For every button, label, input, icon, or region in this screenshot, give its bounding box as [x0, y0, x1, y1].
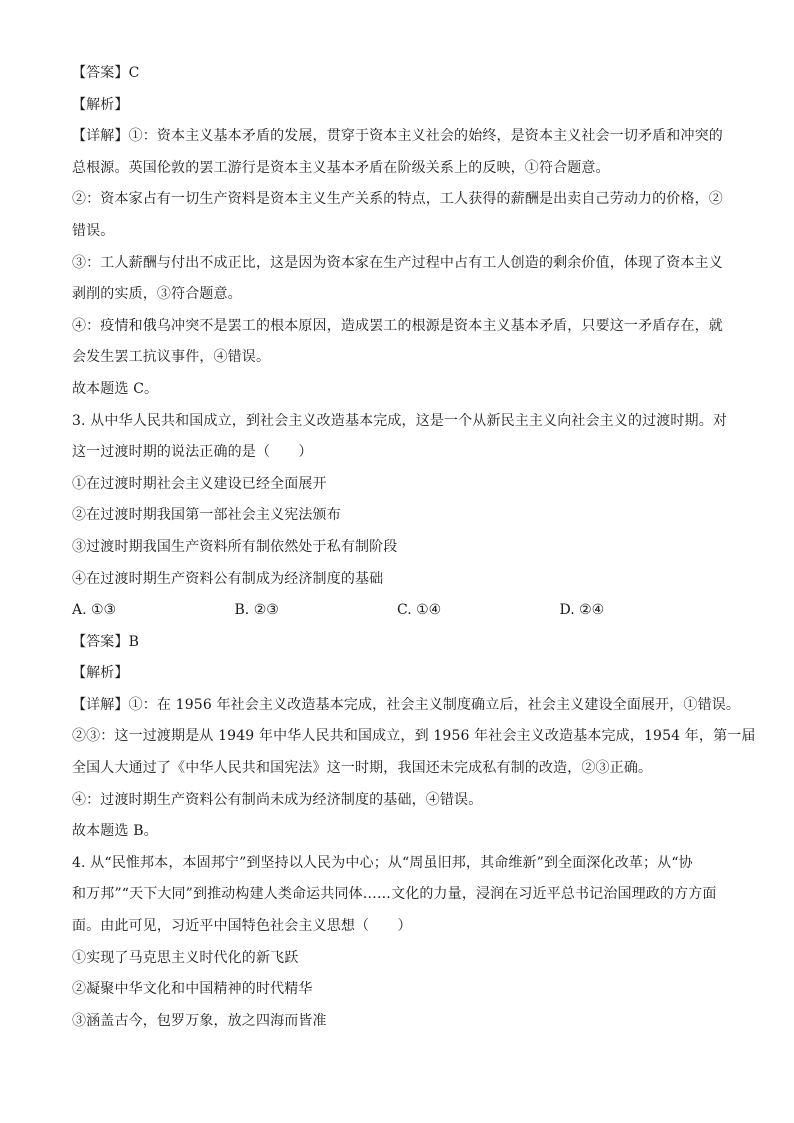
detail-text: ①：在 1956 年社会主义改造基本完成，社会主义制度确立后，社会主义建设全面展开，①错误。: [128, 696, 741, 713]
q4-statement: ①实现了马克思主义时代化的新飞跃: [72, 949, 299, 966]
q4-statement: ③涵盖古今，包罗万象，放之四海而皆准: [72, 1012, 327, 1029]
q3-statement: ④在过渡时期生产资料公有制成为经济制度的基础: [72, 570, 384, 587]
q3-answer: [72, 632, 722, 652]
detail-tag: 【详解】: [72, 128, 129, 145]
q3-options: [72, 600, 722, 620]
q4-stem-line: 面。由此可见，习近平中国特色社会主义思想（ ）: [72, 918, 412, 935]
q2-detail-line: ④：疫情和俄乌冲突不是罢工的根本原因，造成罢工的根源是资本主义基本矛盾，只要这一矛盾存在，就: [72, 317, 723, 334]
answer-tag: 【答案】: [72, 65, 129, 81]
q2-detail-line: ③：工人薪酬与付出不成正比，这是因为资本家在生产过程中占有工人创造的剩余价值，体现了资本主义: [72, 254, 723, 271]
q4-stem-line: 4. 从“民惟邦本，本固邦宁”到坚持以人民为中心；从“周虽旧邦，其命维新”到全面深化改革；从“协: [72, 854, 693, 871]
answer-value: C: [128, 65, 140, 81]
q2-conclusion: 故本题选 C。: [72, 380, 159, 397]
detail-tag: 【详解】: [72, 696, 129, 713]
q3-stem-line: 这一过渡时期的说法正确的是（ ）: [72, 444, 313, 461]
q2-answer: [72, 63, 722, 83]
q2-analysis-tag: 【解析】: [72, 96, 129, 113]
q2-detail-line: [72, 126, 722, 146]
answer-value: B: [128, 633, 140, 650]
q2-detail-line: 会发生罢工抗议事件，④错误。: [72, 349, 271, 366]
option-b: B. ②③: [234, 602, 279, 619]
q3-statement: ②在过渡时期我国第一部社会主义宪法颁布: [72, 507, 341, 524]
q3-detail-line: [72, 695, 741, 715]
q2-detail-line: ②：资本家占有一切生产资料是资本主义生产关系的特点，工人获得的薪酬是出卖自己劳动力的价格，②: [72, 191, 723, 208]
q3-conclusion: 故本题选 B。: [72, 823, 158, 840]
q2-detail-line: 剥削的实质，③符合题意。: [72, 286, 242, 303]
q3-detail-line: ②③：这一过渡期是从 1949 年中华人民共和国成立，到 1956 年社会主义改造基本完成，1954 年，第一届: [72, 728, 756, 745]
q2-detail-line: 总根源。英国伦敦的罢工游行是资本主义基本矛盾在阶级关系上的反映，①符合题意。: [72, 159, 610, 176]
answer-tag: 【答案】: [72, 633, 129, 650]
detail-text: ①：资本主义基本矛盾的发展，贯穿于资本主义社会的始终，是资本主义社会一切矛盾和冲突的: [128, 128, 723, 145]
q3-statement: ①在过渡时期社会主义建设已经全面展开: [72, 475, 327, 492]
q4-statement: ②凝聚中华文化和中国精神的时代精华: [72, 981, 313, 998]
q3-detail-line: ④：过渡时期生产资料公有制尚未成为经济制度的基础，④错误。: [72, 791, 483, 808]
q3-analysis-tag: 【解析】: [72, 665, 129, 682]
q3-statement: ③过渡时期我国生产资料所有制依然处于私有制阶段: [72, 538, 398, 555]
option-c: C. ①④: [397, 602, 442, 619]
q4-stem-line: 和万邦”“天下大同”到推动构建人类命运共同体……文化的力量，浸润在习近平总书记治国理政的方方面: [72, 886, 717, 903]
q2-detail-line: 错误。: [72, 222, 115, 239]
option-d: D. ②④: [559, 602, 605, 619]
q3-detail-line: 全国人大通过了《中华人民共和国宪法》这一时期，我国还未完成私有制的改造，②③正确。: [72, 760, 653, 777]
q3-stem-line: 3. 从中华人民共和国成立，到社会主义改造基本完成，这是一个从新民主主义向社会主义的过渡时期。对: [72, 412, 728, 429]
option-a: A. ①③: [72, 602, 117, 619]
